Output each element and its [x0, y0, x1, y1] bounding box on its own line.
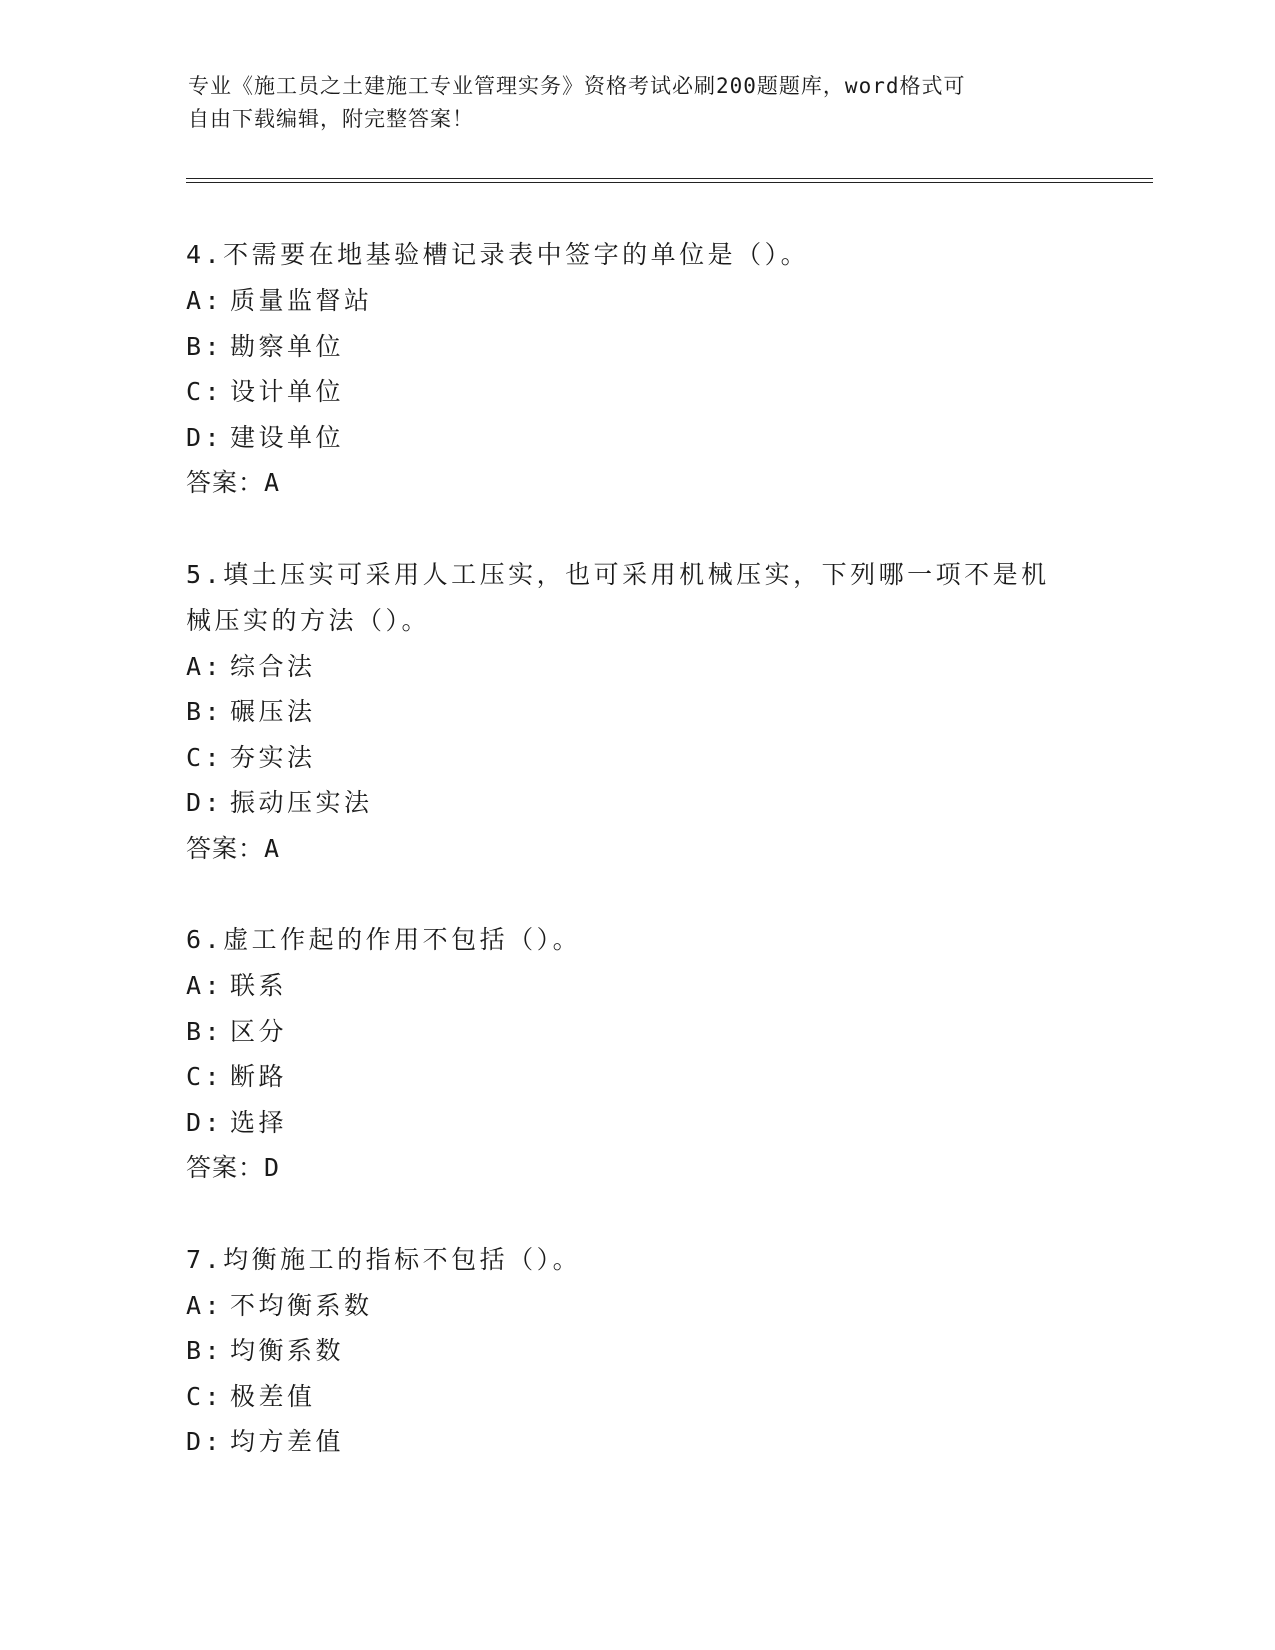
option-a [186, 963, 1086, 1009]
option-b [186, 324, 1086, 370]
option-text: 质量监督站 [230, 286, 373, 315]
question-stem-line-2: 械压实的方法（）。 [186, 605, 431, 635]
option-letter: C: [186, 1062, 224, 1091]
question-stem: 6.虚工作起的作用不包括（）。 [186, 925, 582, 954]
question-stem: 4.不需要在地基验槽记录表中签字的单位是（）。 [186, 240, 810, 269]
option-text: 碾压法 [230, 697, 316, 726]
option-a [186, 1283, 1086, 1329]
option-b [186, 1328, 1086, 1374]
option-text: 极差值 [230, 1381, 316, 1411]
option-d [186, 780, 1086, 826]
option-text: 设计单位 [230, 377, 345, 406]
question-7 [186, 1237, 1086, 1465]
option-d [186, 1100, 1086, 1146]
option-text: 选择 [230, 1107, 288, 1137]
option-text: 联系 [230, 971, 288, 1000]
option-a [186, 644, 1086, 690]
answer-line: 答案：D [186, 1153, 281, 1182]
option-letter: A: [186, 651, 224, 681]
question-list [186, 232, 1086, 1511]
option-letter: D: [186, 1427, 224, 1456]
option-c [186, 1054, 1086, 1100]
document-header [188, 70, 1088, 136]
option-text: 建设单位 [230, 422, 345, 452]
header-title-line-1: 专业《施工员之土建施工专业管理实务》资格考试必刷200题题库，word格式可 [188, 74, 966, 98]
option-c [186, 369, 1086, 415]
option-d [186, 415, 1086, 461]
header-divider-top [186, 178, 1153, 179]
option-c [186, 1374, 1086, 1420]
option-text: 夯实法 [230, 742, 316, 772]
answer-line: 答案：A [186, 833, 281, 863]
option-letter: C: [186, 742, 224, 772]
option-b [186, 1009, 1086, 1055]
option-text: 综合法 [230, 651, 316, 681]
option-d [186, 1419, 1086, 1465]
question-5 [186, 552, 1086, 872]
option-letter: C: [186, 377, 224, 406]
option-a [186, 278, 1086, 324]
header-title-line-2: 自由下载编辑，附完整答案！ [188, 107, 474, 131]
option-letter: B: [186, 1016, 224, 1046]
option-c [186, 735, 1086, 781]
option-letter: A: [186, 1290, 224, 1320]
option-text: 区分 [230, 1016, 288, 1046]
option-letter: B: [186, 697, 224, 726]
option-letter: C: [186, 1381, 224, 1411]
question-stem-line-1: 5.填土压实可采用人工压实，也可采用机械压实，下列哪一项不是机 [186, 559, 1050, 589]
question-4 [186, 232, 1086, 506]
option-letter: D: [186, 422, 224, 452]
option-text: 断路 [230, 1062, 288, 1091]
option-text: 勘察单位 [230, 331, 345, 361]
option-text: 均方差值 [230, 1427, 345, 1456]
option-text: 均衡系数 [230, 1336, 345, 1365]
answer-line: 答案：A [186, 468, 281, 497]
option-letter: D: [186, 788, 224, 817]
option-letter: B: [186, 1336, 224, 1365]
option-letter: A: [186, 971, 224, 1000]
header-divider-bottom [186, 182, 1153, 183]
option-letter: B: [186, 331, 224, 361]
question-6 [186, 917, 1086, 1191]
question-stem: 7.均衡施工的指标不包括（）。 [186, 1244, 582, 1274]
option-b [186, 689, 1086, 735]
option-letter: A: [186, 286, 224, 315]
option-letter: D: [186, 1107, 224, 1137]
option-text: 不均衡系数 [230, 1290, 373, 1320]
option-text: 振动压实法 [230, 788, 373, 817]
